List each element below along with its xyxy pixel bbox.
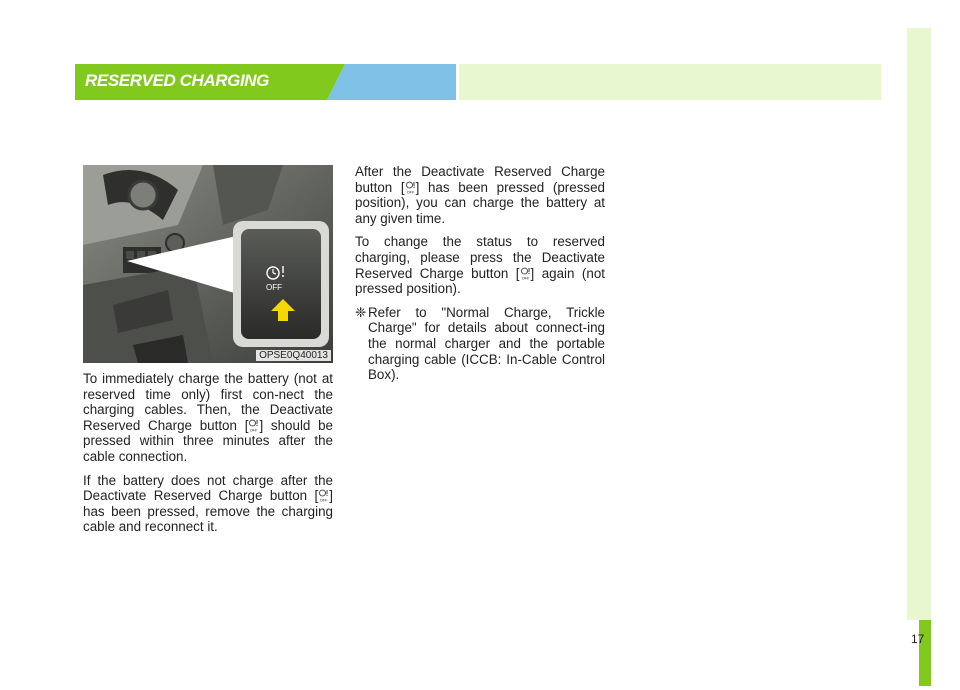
side-tab-marker — [919, 620, 931, 686]
svg-text:OFF: OFF — [521, 275, 529, 280]
paragraph-not-charging: If the battery does not charge after the Deactivate Reserved Charge button [ OFF ] has been pressed, remove the charging cable and reconnect it. — [83, 472, 333, 535]
dashboard-photo — [83, 165, 333, 363]
deactivate-reserved-charge-button-icon — [520, 267, 531, 280]
reference-note — [355, 305, 605, 383]
svg-text:OFF: OFF — [250, 428, 258, 432]
deactivate-reserved-charge-button-icon — [318, 489, 329, 502]
deactivate-reserved-charge-button-icon — [405, 181, 416, 194]
left-column — [83, 371, 333, 543]
svg-text:OFF: OFF — [406, 189, 414, 194]
page-number: 17 — [911, 632, 925, 646]
section-title: RESERVED CHARGING — [85, 71, 270, 90]
svg-text:OFF: OFF — [319, 498, 328, 503]
photo-code: OPSE0Q40013 — [256, 350, 331, 361]
note-mark-icon: ❈ — [355, 304, 367, 320]
paragraph-after-pressed: After the Deactivate Reserved Charge button [ OFF ] has been pressed (pressed position), you can charge the battery at any given time. — [355, 164, 605, 226]
section-banner — [75, 64, 881, 100]
deactivate-reserved-charge-button-icon — [248, 419, 259, 432]
right-column — [355, 164, 605, 383]
photo-button-label: OFF — [266, 283, 282, 292]
side-tab-strip — [907, 28, 931, 620]
paragraph-change-status: To change the status to reserved charging, please press the Deactivate Reserved Charge button [ OFF ] again (not pressed position). — [355, 234, 606, 297]
note-text: Refer to "Normal Charge, Trickle Charge" for details about connect-ing the normal charger and the portable charging cable (ICCB: In-Cable Control Box). — [368, 304, 605, 383]
paragraph-immediate-charge: To immediately charge the battery (not at reserved time only) first con-nect the charging cables. Then, the Deactivate Reserved Charge button [ OFF ] should be pressed within three minutes after the cable connection. — [83, 371, 334, 464]
